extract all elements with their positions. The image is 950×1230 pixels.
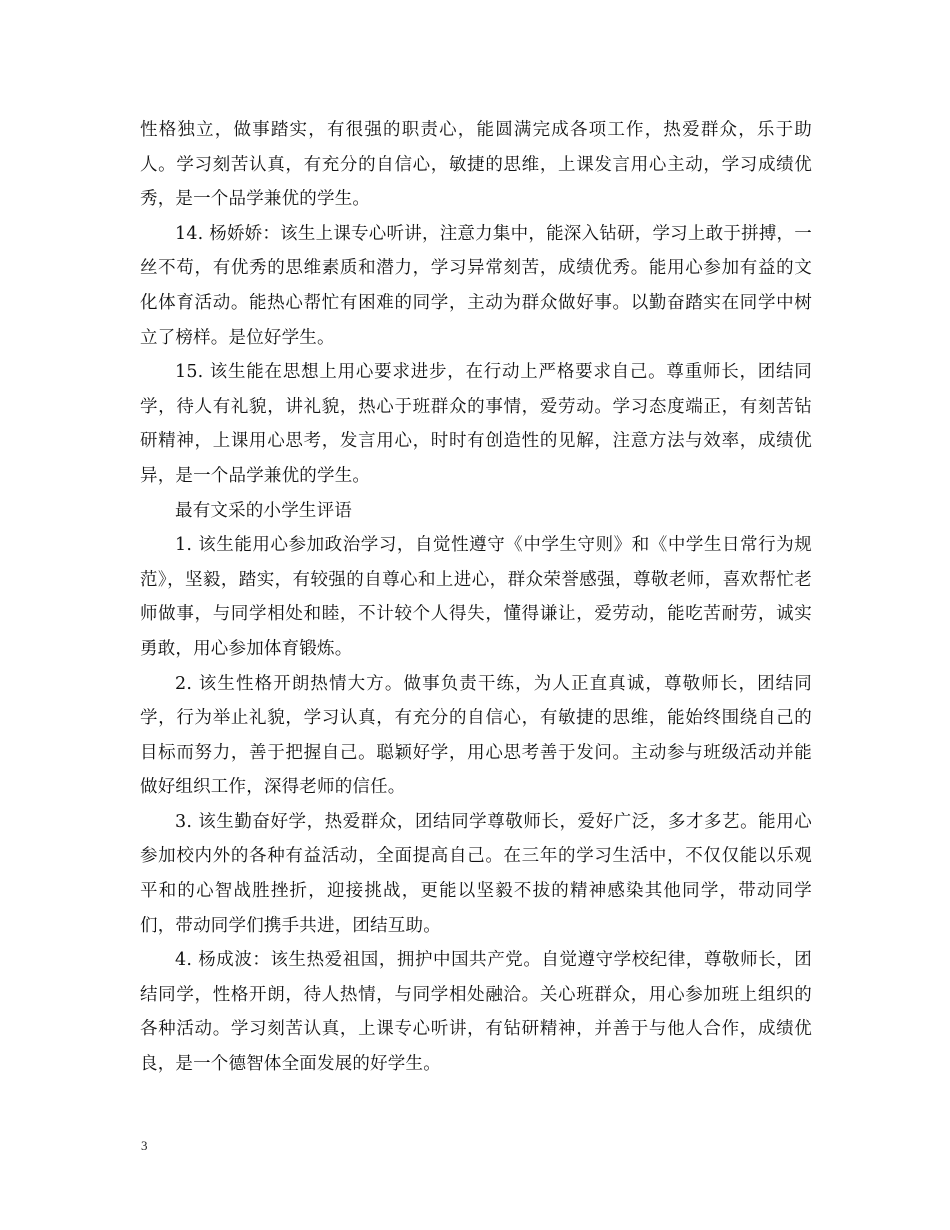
paragraph-item-15: 15. 该生能在思想上用心要求进步，在行动上严格要求自己。尊重师长，团结同学，待人有礼貌，讲礼貌，热心于班群众的事情，爱劳动。学习态度端正，有刻苦钻研精神，上课用心思考，发言用心，时时有创造性的见解，注意方法与效率，成绩优异，是一个品学兼优的学生。 (140, 362, 812, 486)
page-number: 3 (141, 1138, 148, 1153)
document-body (140, 113, 812, 1082)
paragraph-item-2: 2. 该生性格开朗热情大方。做事负责干练，为人正直真诚，尊敬师长，团结同学，行为举止礼貌，学习认真，有充分的自信心，有敏捷的思维，能始终围绕自己的目标而努力，善于把握自己。聪颖好学，用心思考善于发问。主动参与班级活动并能做好组织工作，深得老师的信任。 (140, 673, 812, 798)
paragraph-continued: 性格独立，做事踏实，有很强的职责心，能圆满完成各项工作，热爱群众，乐于助人。学习刻苦认真，有充分的自信心，敏捷的思维，上课发言用心主动，学习成绩优秀，是一个品学兼优的学生。 (140, 120, 812, 210)
section-heading: 最有文采的小学生评语 (175, 500, 352, 521)
paragraph-item-1: 1. 该生能用心参加政治学习，自觉性遵守《中学生守则》和《中学生日常行为规范》，坚毅，踏实，有较强的自尊心和上进心，群众荣誉感强，尊敬老师，喜欢帮忙老师做事，与同学相处和睦，不计较个人得失，懂得谦让，爱劳动，能吃苦耐劳，诚实勇敢，用心参加体育锻炼。 (140, 535, 812, 659)
paragraph-item-4: 4. 杨成波：该生热爱祖国，拥护中国共产党。自觉遵守学校纪律，尊敬师长，团结同学，性格开朗，待人热情，与同学相处融洽。关心班群众，用心参加班上组织的各种活动。学习刻苦认真，上课专心听讲，有钻研精神，并善于与他人合作，成绩优良，是一个德智体全面发展的好学生。 (140, 950, 812, 1075)
paragraph-item-3: 3. 该生勤奋好学，热爱群众，团结同学尊敬师长，爱好广泛，多才多艺。能用心参加校内外的各种有益活动，全面提高自己。在三年的学习生活中，不仅仅能以乐观平和的心智战胜挫折，迎接挑战，更能以坚毅不拔的精神感染其他同学，带动同学们，带动同学们携手共进，团结互助。 (140, 811, 812, 936)
paragraph-item-14: 14. 杨娇娇：该生上课专心听讲，注意力集中，能深入钻研，学习上敢于拼搏，一丝不苟，有优秀的思维素质和潜力，学习异常刻苦，成绩优秀。能用心参加有益的文化体育活动。能热心帮忙有困难的同学，主动为群众做好事。以勤奋踏实在同学中树立了榜样。是位好学生。 (140, 223, 812, 348)
